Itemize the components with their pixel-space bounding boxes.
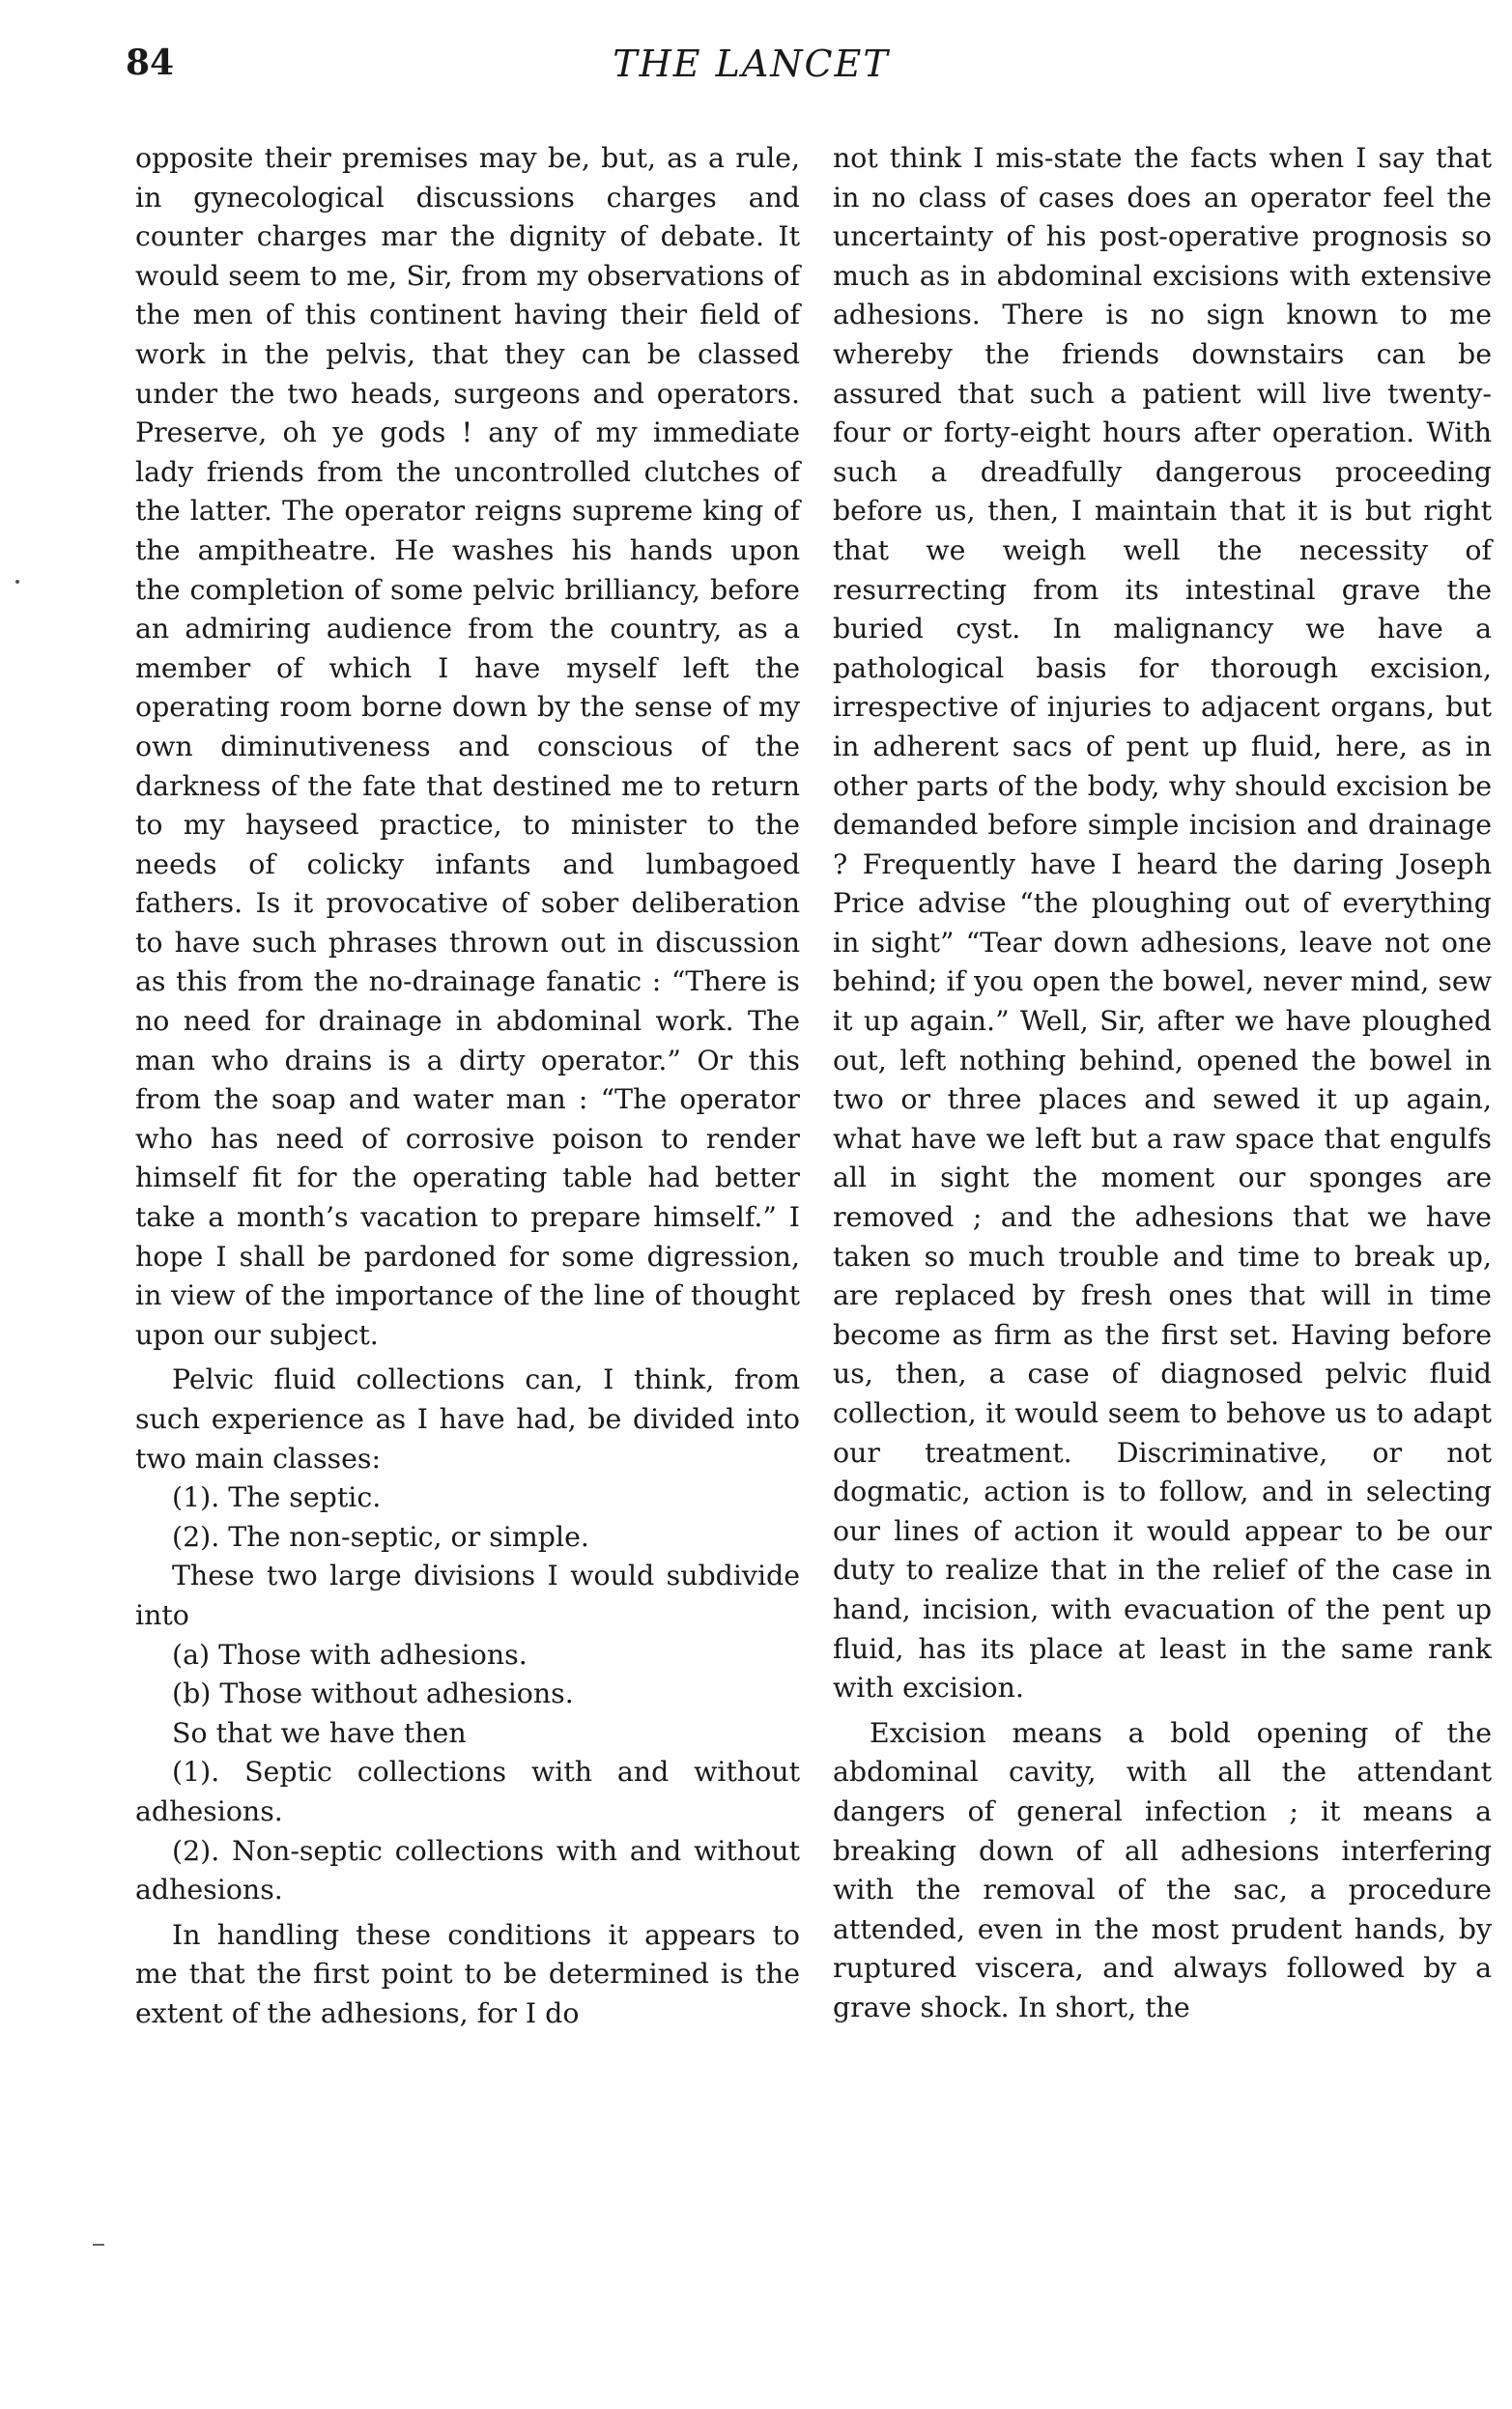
paragraph: not think I mis-state the facts when I say that in no class of cases does an operator feel the uncertainty of his post-operative prognosis so much as in abdominal excisions with extensive adhesions. There is no sign known to me whereby the friends downstairs can be assured that such a patient will live twenty-four or forty-eight hours after operation. With such a dreadfully dangerous proceeding before us, then, I maintain that it is but right that we weigh well the necessity of resurrecting from its intestinal grave the buried cyst. In malignancy we have a pathological basis for thorough excision, irrespective of injuries to adjacent organs, but in adherent sacs of pent up fluid, here, as in other parts of the body, why should excision be demanded before simple incision and drainage ? Frequently have I heard the daring Joseph Price advise “the ploughing out of everything in sight” “Tear down adhesions, leave not one behind; if you open the bowel, never mind, sew it up again.” Well, Sir, after we have ploughed out, left nothing behind, opened the bowel in two or three places and sewed it up again, what have we left but a raw space that engulfs all in sight the moment our sponges are removed ; and the adhesions that we have taken so much trouble and time to break up, are replaced by fresh ones that will in time become as firm as the first set. Having before us, then, a case of diagnosed pelvic fluid collection, it would seem to behove us to adapt our treatment. Discriminative, or not dogmatic, action is to follow, and in selecting our lines of action it would appear to be our duty to realize that in the relief of the case in hand, incision, with evacuation of the pent up fluid, has its place at least in the same rank with excision. <box>833 142 1492 1705</box>
paragraph: Excision means a bold opening of the abdominal cavity, with all the attendant dangers of general infection ; it means a breaking down of all adhesions interfering with the removal of the sac, a procedure attended, even in the most prudent hands, by ruptured viscera, and always followed by a grave shock. In short, the <box>833 1716 1492 2023</box>
list-item: (b) Those without adhesions. <box>172 1678 574 1710</box>
margin-dash <box>93 2244 104 2246</box>
list-item: (a) Those with adhesions. <box>172 1638 528 1671</box>
list-item: So that we have then <box>172 1716 467 1749</box>
right-column <box>833 139 1492 2028</box>
page-number: 84 <box>126 43 175 83</box>
page-header <box>106 43 1396 100</box>
list-item: (1). Septic collections with and without adhesions. <box>135 1756 800 1827</box>
left-column <box>135 139 800 2034</box>
paragraph: Pelvic fluid collections can, I think, from such experience as I have had, be divided into two main classes: <box>135 1363 800 1475</box>
paragraph: In handling these conditions it appears to me that the first point to be determined is the extent of the adhesions, for I do <box>135 1918 800 2029</box>
margin-speck <box>15 580 19 584</box>
list-item: (1). The septic. <box>172 1481 382 1514</box>
paragraph: opposite their premises may be, but, as a rule, in gynecological discussions charges and counter charges mar the dignity of debate. It would seem to me, Sir, from my observations of the men of this continent having their field of work in the pelvis, that they can be classed under the two heads, surgeons and operators. Preserve, oh ye gods ! any of my immediate lady friends from the uncontrolled clutches of the latter. The operator reigns supreme king of the ampitheatre. He washes his hands upon the completion of some pelvic brilliancy, before an admiring audience from the country, as a member of which I have myself left the operating room borne down by the sense of my own diminutiveness and conscious of the darkness of the fate that destined me to return to my hayseed practice, to minister to the needs of colicky infants and lumbagoed fathers. Is it provocative of sober deliberation to have such phrases thrown out in discussion as this from the no-drainage fanatic : “There is no need for drainage in abdominal work. The man who drains is a dirty operator.” Or this from the soap and water man : “The operator who has need of corrosive poison to render himself fit for the operating table had better take a month’s vacation to prepare himself.” I hope I shall be pardoned for some digression, in view of the importance of the line of thought upon our subject. <box>135 142 800 1351</box>
list-item: (2). The non-septic, or simple. <box>172 1520 589 1553</box>
paragraph: These two large divisions I would subdivide into <box>135 1560 800 1631</box>
journal-title: THE LANCET <box>613 43 890 85</box>
list-item: (2). Non-septic collections with and without adhesions. <box>135 1834 800 1907</box>
